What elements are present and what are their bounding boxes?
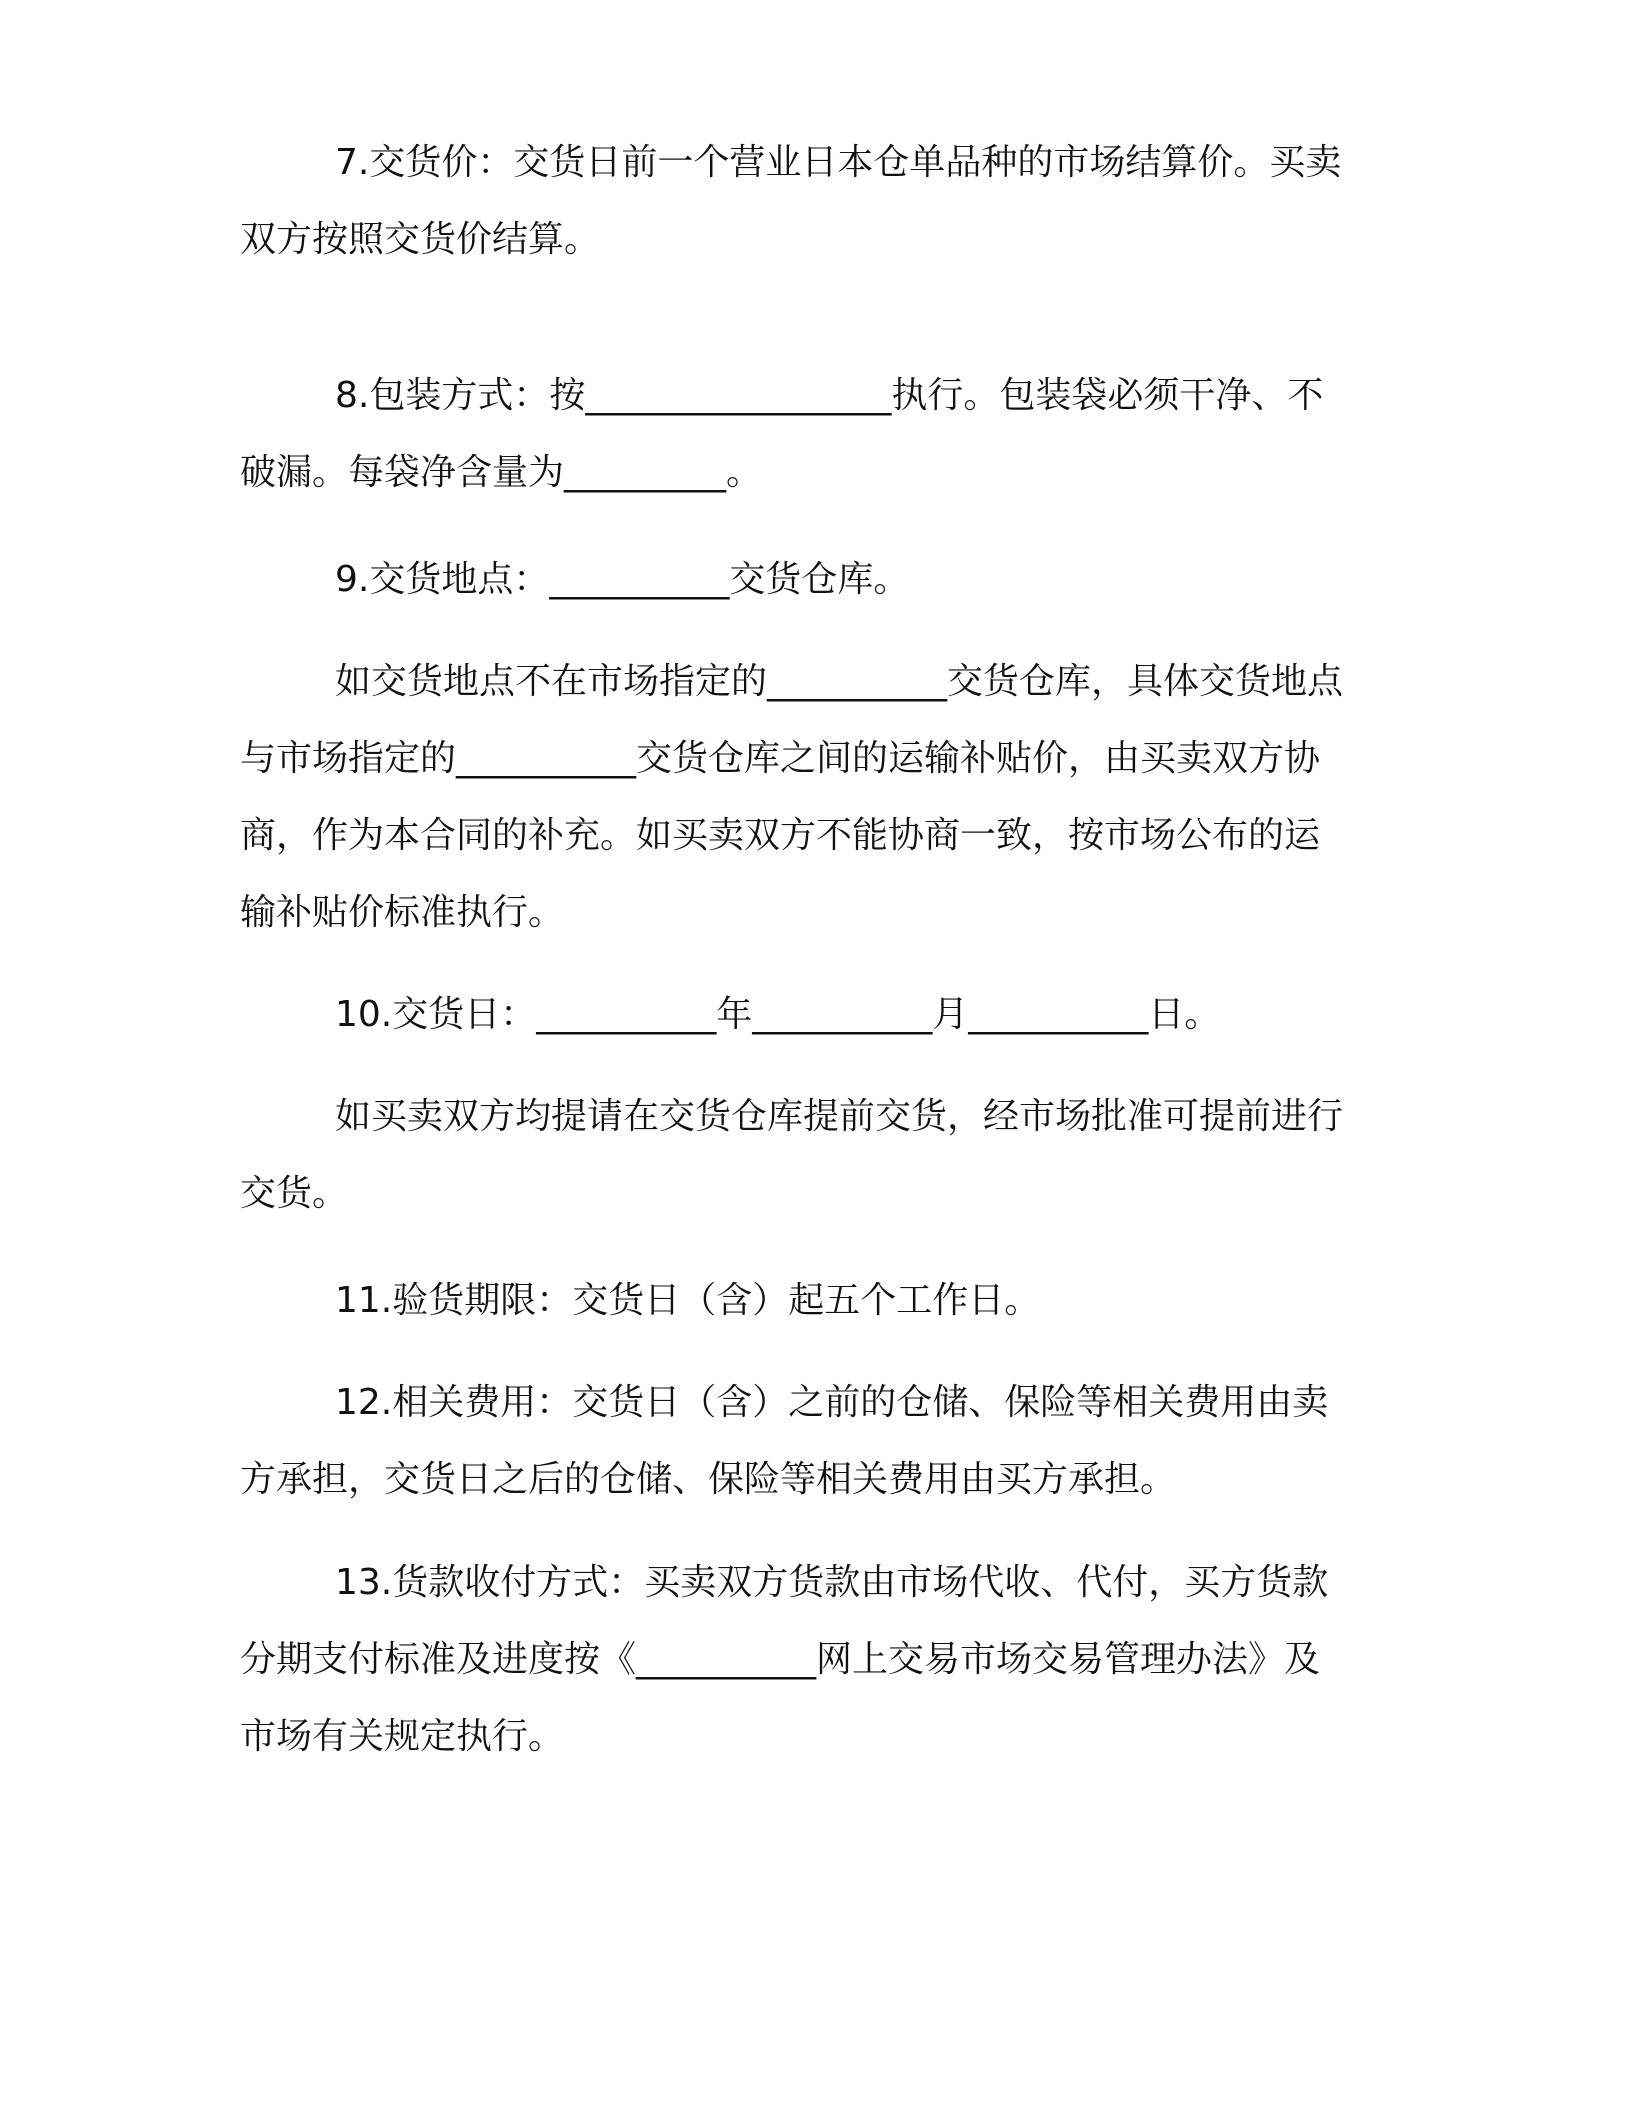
text-line: 11.验货期限：交货日（含）起五个工作日。: [335, 1280, 1041, 1321]
paragraph-12-related-fees: [240, 1364, 1390, 1518]
text-line: 9.交货地点：__________交货仓库。: [335, 559, 910, 600]
text-line: 12.相关费用：交货日（含）之前的仓储、保险等相关费用由卖: [335, 1382, 1329, 1423]
text-line: 10.交货日：__________年__________月__________日。: [335, 994, 1221, 1035]
text-line: 如买卖双方均提请在交货仓库提前交货，经市场批准可提前进行: [335, 1096, 1344, 1137]
text-line: 交货。: [240, 1173, 349, 1214]
paragraph-7-delivery-price: [240, 124, 1390, 278]
paragraph-8-packaging: [240, 357, 1390, 511]
text-line: 分期支付标准及进度按《__________网上交易市场交易管理办法》及: [240, 1639, 1321, 1680]
paragraph-11-inspection-period: [240, 1262, 1390, 1339]
text-line: 输补贴价标准执行。: [240, 892, 565, 933]
text-line: 破漏。每袋净含量为_________。: [240, 452, 763, 493]
text-line: 如交货地点不在市场指定的__________交货仓库，具体交货地点: [335, 661, 1344, 702]
paragraph-10-early-delivery: [240, 1078, 1390, 1232]
paragraph-9-transport-subsidy: [240, 643, 1390, 951]
text-line: 13.货款收付方式：买卖双方货款由市场代收、代付，买方货款: [335, 1562, 1329, 1603]
text-line: 方承担，交货日之后的仓储、保险等相关费用由买方承担。: [240, 1459, 1177, 1500]
text-line: 与市场指定的__________交货仓库之间的运输补贴价，由买卖双方协: [240, 738, 1321, 779]
text-line: 商，作为本合同的补充。如买卖双方不能协商一致，按市场公布的运: [240, 815, 1321, 856]
text-line: 8.包装方式：按_________________执行。包装袋必须干净、不: [335, 375, 1324, 416]
paragraph-9-delivery-location: [240, 541, 1390, 618]
text-line: 双方按照交货价结算。: [240, 219, 601, 260]
paragraph-13-payment-method: [240, 1544, 1390, 1775]
text-line: 7.交货价：交货日前一个营业日本仓单品种的市场结算价。买卖: [335, 142, 1342, 183]
text-line: 市场有关规定执行。: [240, 1716, 565, 1757]
paragraph-10-delivery-date: [240, 976, 1390, 1053]
